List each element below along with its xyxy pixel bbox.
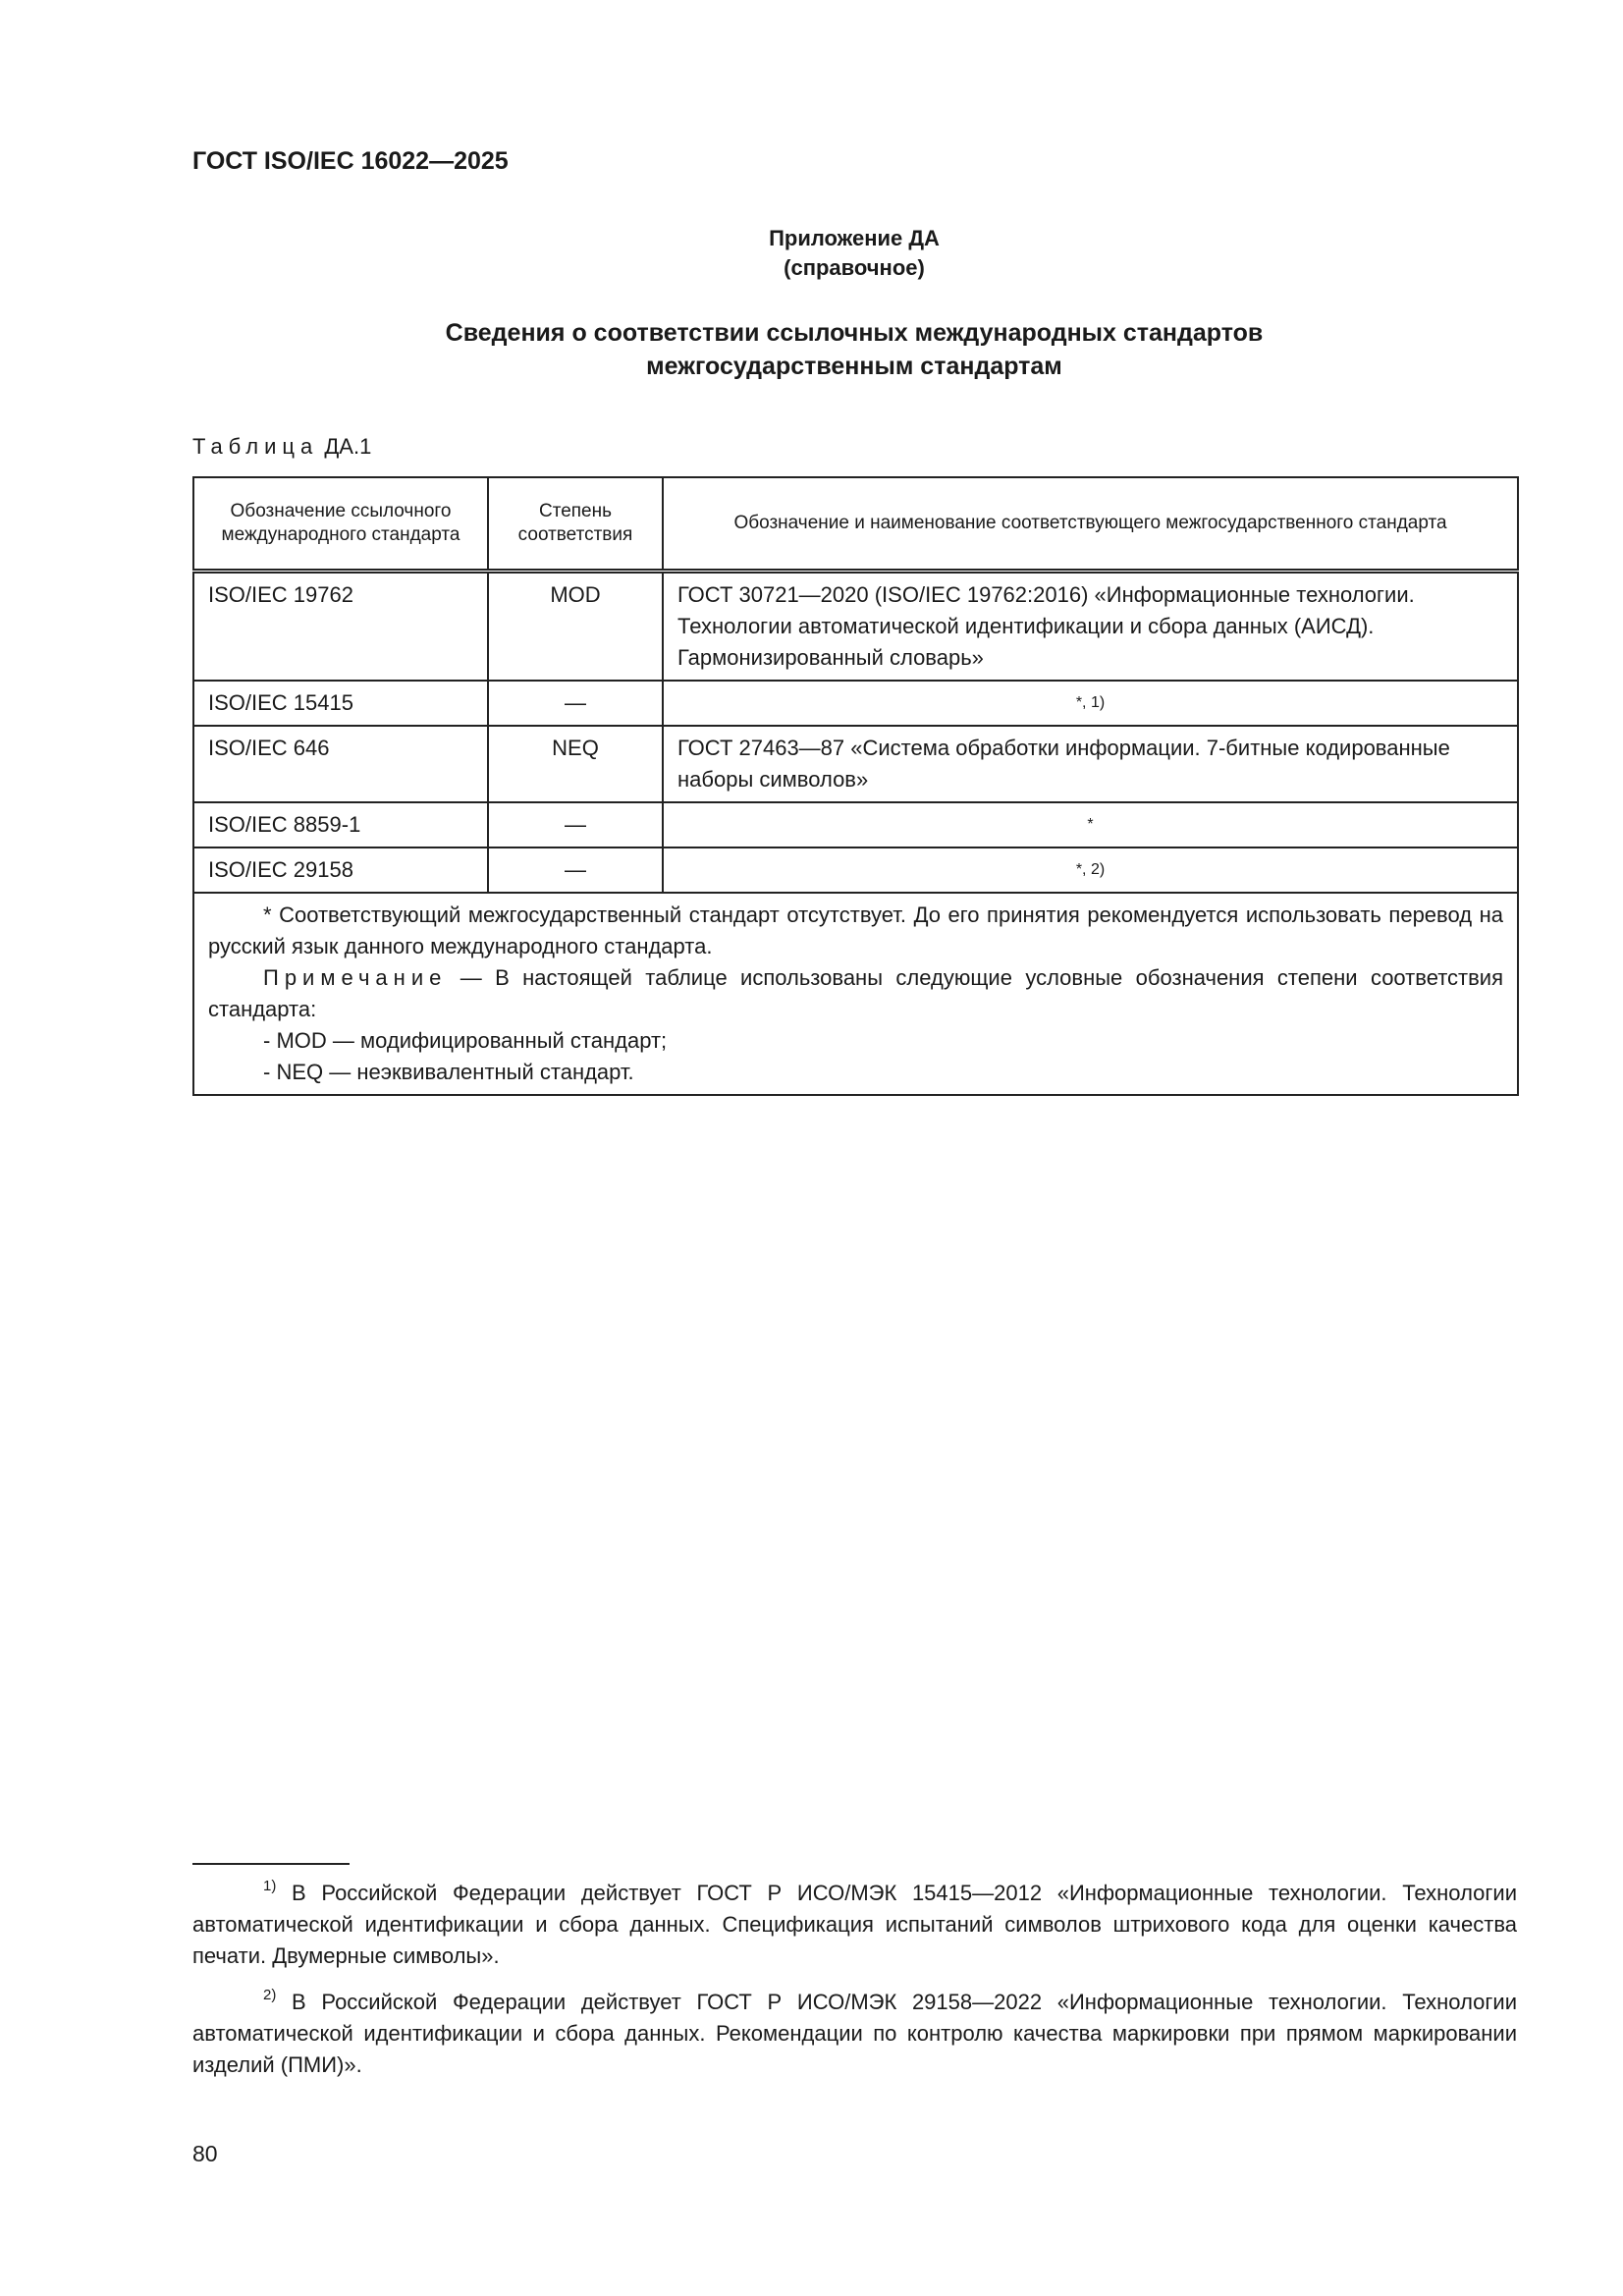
appendix-name: Приложение ДА bbox=[769, 226, 940, 250]
footnote-divider bbox=[192, 1863, 350, 1865]
cell-degree: — bbox=[488, 847, 663, 893]
cell-degree: — bbox=[488, 681, 663, 726]
cell-gost: ГОСТ 27463—87 «Система обработки информации. 7-битные кодированные наборы символов» bbox=[663, 726, 1518, 802]
list-item: - NEQ — неэквивалентный стандарт. bbox=[263, 1060, 634, 1084]
list-item: - MOD — модифицированный стандарт; bbox=[263, 1028, 668, 1053]
correspondence-table bbox=[192, 476, 1519, 1096]
cell-code: ISO/IEC 8859-1 bbox=[193, 802, 488, 847]
table-notes-row bbox=[193, 893, 1518, 1095]
title-line-1: Сведения о соответствии ссылочных международных стандартов bbox=[445, 319, 1264, 347]
column-header-gost: Обозначение и наименование соответствующего межгосударственного стандарта bbox=[663, 477, 1518, 572]
cell-code: ISO/IEC 646 bbox=[193, 726, 488, 802]
footnote-mark: 2) bbox=[263, 1987, 277, 2003]
table-row bbox=[193, 847, 1518, 893]
table-caption bbox=[192, 434, 371, 460]
document-code: ГОСТ ISO/IEC 16022—2025 bbox=[192, 147, 509, 175]
table-row bbox=[193, 726, 1518, 802]
cell-gost: *, 2) bbox=[663, 847, 1518, 893]
footnote bbox=[192, 1871, 1517, 1972]
appendix-heading bbox=[192, 224, 1516, 283]
table-notes bbox=[193, 893, 1518, 1095]
note-label: Примечание bbox=[263, 965, 448, 990]
page-number: 80 bbox=[192, 2141, 218, 2166]
abbreviation-note bbox=[208, 962, 1503, 1025]
title-line-2: межгосударственным стандартам bbox=[646, 353, 1062, 380]
table-caption-number: ДА.1 bbox=[324, 434, 372, 459]
cell-code: ISO/IEC 15415 bbox=[193, 681, 488, 726]
footnote-text: В Российской Федерации действует ГОСТ Р ИСО/МЭК 29158—2022 «Информационные технологии. Технологии автоматической идентификации и сбора данных. Рекомендации по контролю качества маркировки при прямом маркировании изделий (ПМИ)». bbox=[192, 1990, 1517, 2077]
appendix-type: (справочное) bbox=[784, 255, 925, 280]
footnote-mark: 1) bbox=[263, 1878, 277, 1894]
column-header-code: Обозначение ссылочного международного стандарта bbox=[193, 477, 488, 572]
cell-gost: *, 1) bbox=[663, 681, 1518, 726]
cell-gost: ГОСТ 30721—2020 (ISO/IEC 19762:2016) «Информационные технологии. Технологии автоматической идентификации и сбора данных (АИСД). Гармонизированный словарь» bbox=[663, 572, 1518, 682]
table-caption-word: Таблица bbox=[192, 434, 319, 459]
cell-code: ISO/IEC 19762 bbox=[193, 572, 488, 682]
footnotes bbox=[192, 1871, 1517, 2089]
table-row bbox=[193, 681, 1518, 726]
table-header-row bbox=[193, 477, 1518, 572]
cell-degree: MOD bbox=[488, 572, 663, 682]
cell-degree: NEQ bbox=[488, 726, 663, 802]
cell-code: ISO/IEC 29158 bbox=[193, 847, 488, 893]
table-row bbox=[193, 802, 1518, 847]
footnote-text: В Российской Федерации действует ГОСТ Р ИСО/МЭК 15415—2012 «Информационные технологии. Технологии автоматической идентификации и сбора данных. Спецификация испытаний символов штрихового кода для оценки качества печати. Двумерные символы». bbox=[192, 1881, 1517, 1968]
cell-degree: — bbox=[488, 802, 663, 847]
page-title bbox=[192, 316, 1516, 383]
table-row bbox=[193, 572, 1518, 682]
footnote bbox=[192, 1980, 1517, 2081]
column-header-degree: Степень соответствия bbox=[488, 477, 663, 572]
star-note: * Соответствующий межгосударственный стандарт отсутствует. До его принятия рекомендуется использовать перевод на русский язык данного международного стандарта. bbox=[208, 902, 1503, 958]
cell-gost: * bbox=[663, 802, 1518, 847]
note-text: — В настоящей таблице использованы следующие условные обозначения степени соответствия стандарта: bbox=[208, 965, 1503, 1021]
